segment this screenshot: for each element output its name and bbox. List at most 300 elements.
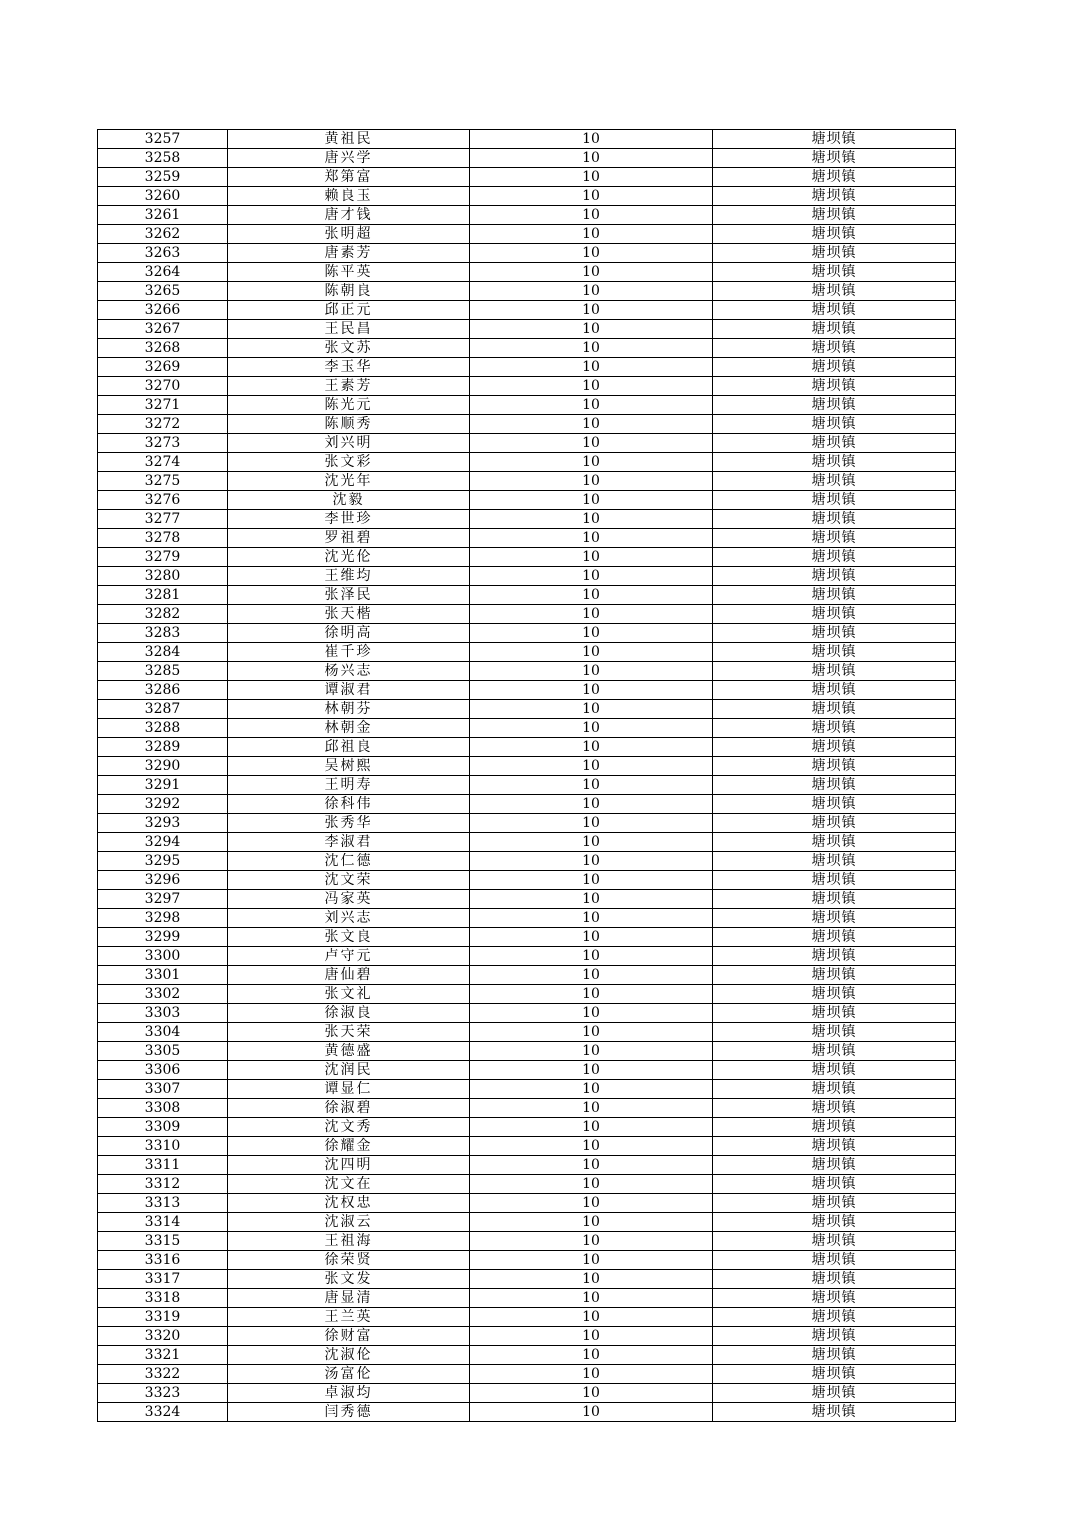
name-cell: 刘兴明 bbox=[228, 434, 470, 453]
name-cell: 汤富伦 bbox=[228, 1365, 470, 1384]
row-number-cell: 3308 bbox=[98, 1099, 228, 1118]
table-row bbox=[98, 130, 956, 149]
amount-cell: 10 bbox=[470, 1346, 713, 1365]
table-row bbox=[98, 776, 956, 795]
name-cell: 张明超 bbox=[228, 225, 470, 244]
name-cell: 沈光伦 bbox=[228, 548, 470, 567]
amount-cell: 10 bbox=[470, 1004, 713, 1023]
row-number-cell: 3303 bbox=[98, 1004, 228, 1023]
town-cell: 塘坝镇 bbox=[713, 1213, 956, 1232]
row-number-cell: 3312 bbox=[98, 1175, 228, 1194]
town-cell: 塘坝镇 bbox=[713, 1137, 956, 1156]
row-number-cell: 3271 bbox=[98, 396, 228, 415]
town-cell: 塘坝镇 bbox=[713, 890, 956, 909]
row-number-cell: 3300 bbox=[98, 947, 228, 966]
table-row bbox=[98, 1232, 956, 1251]
row-number-cell: 3270 bbox=[98, 377, 228, 396]
row-number-cell: 3263 bbox=[98, 244, 228, 263]
town-cell: 塘坝镇 bbox=[713, 985, 956, 1004]
row-number-cell: 3295 bbox=[98, 852, 228, 871]
row-number-cell: 3311 bbox=[98, 1156, 228, 1175]
name-cell: 郑第富 bbox=[228, 168, 470, 187]
row-number-cell: 3302 bbox=[98, 985, 228, 1004]
row-number-cell: 3265 bbox=[98, 282, 228, 301]
name-cell: 沈四明 bbox=[228, 1156, 470, 1175]
name-cell: 徐科伟 bbox=[228, 795, 470, 814]
table-row bbox=[98, 852, 956, 871]
name-cell: 黄德盛 bbox=[228, 1042, 470, 1061]
town-cell: 塘坝镇 bbox=[713, 491, 956, 510]
town-cell: 塘坝镇 bbox=[713, 1251, 956, 1270]
amount-cell: 10 bbox=[470, 282, 713, 301]
name-cell: 林朝金 bbox=[228, 719, 470, 738]
table-row bbox=[98, 966, 956, 985]
town-cell: 塘坝镇 bbox=[713, 320, 956, 339]
town-cell: 塘坝镇 bbox=[713, 1289, 956, 1308]
table-row bbox=[98, 1213, 956, 1232]
town-cell: 塘坝镇 bbox=[713, 567, 956, 586]
table-row bbox=[98, 624, 956, 643]
name-cell: 徐荣贤 bbox=[228, 1251, 470, 1270]
row-number-cell: 3294 bbox=[98, 833, 228, 852]
data-table bbox=[97, 129, 956, 1422]
town-cell: 塘坝镇 bbox=[713, 415, 956, 434]
amount-cell: 10 bbox=[470, 415, 713, 434]
amount-cell: 10 bbox=[470, 1251, 713, 1270]
table-row bbox=[98, 814, 956, 833]
town-cell: 塘坝镇 bbox=[713, 1042, 956, 1061]
town-cell: 塘坝镇 bbox=[713, 757, 956, 776]
town-cell: 塘坝镇 bbox=[713, 681, 956, 700]
row-number-cell: 3316 bbox=[98, 1251, 228, 1270]
row-number-cell: 3282 bbox=[98, 605, 228, 624]
town-cell: 塘坝镇 bbox=[713, 396, 956, 415]
name-cell: 李淑君 bbox=[228, 833, 470, 852]
table-row bbox=[98, 206, 956, 225]
amount-cell: 10 bbox=[470, 700, 713, 719]
table-row bbox=[98, 1346, 956, 1365]
table-row bbox=[98, 1156, 956, 1175]
town-cell: 塘坝镇 bbox=[713, 548, 956, 567]
table-row bbox=[98, 1118, 956, 1137]
name-cell: 沈淑伦 bbox=[228, 1346, 470, 1365]
amount-cell: 10 bbox=[470, 624, 713, 643]
table-row bbox=[98, 719, 956, 738]
table-row bbox=[98, 1080, 956, 1099]
amount-cell: 10 bbox=[470, 225, 713, 244]
amount-cell: 10 bbox=[470, 1156, 713, 1175]
name-cell: 张文彩 bbox=[228, 453, 470, 472]
town-cell: 塘坝镇 bbox=[713, 1004, 956, 1023]
name-cell: 张天荣 bbox=[228, 1023, 470, 1042]
table-row bbox=[98, 453, 956, 472]
table-row bbox=[98, 225, 956, 244]
name-cell: 李世珍 bbox=[228, 510, 470, 529]
amount-cell: 10 bbox=[470, 377, 713, 396]
name-cell: 徐耀金 bbox=[228, 1137, 470, 1156]
amount-cell: 10 bbox=[470, 1403, 713, 1422]
name-cell: 邱祖良 bbox=[228, 738, 470, 757]
row-number-cell: 3315 bbox=[98, 1232, 228, 1251]
row-number-cell: 3291 bbox=[98, 776, 228, 795]
town-cell: 塘坝镇 bbox=[713, 814, 956, 833]
table-row bbox=[98, 1308, 956, 1327]
name-cell: 沈权忠 bbox=[228, 1194, 470, 1213]
town-cell: 塘坝镇 bbox=[713, 1384, 956, 1403]
town-cell: 塘坝镇 bbox=[713, 833, 956, 852]
table-row bbox=[98, 1365, 956, 1384]
row-number-cell: 3283 bbox=[98, 624, 228, 643]
row-number-cell: 3280 bbox=[98, 567, 228, 586]
amount-cell: 10 bbox=[470, 1042, 713, 1061]
name-cell: 唐素芳 bbox=[228, 244, 470, 263]
row-number-cell: 3266 bbox=[98, 301, 228, 320]
town-cell: 塘坝镇 bbox=[713, 928, 956, 947]
town-cell: 塘坝镇 bbox=[713, 1061, 956, 1080]
row-number-cell: 3272 bbox=[98, 415, 228, 434]
row-number-cell: 3292 bbox=[98, 795, 228, 814]
amount-cell: 10 bbox=[470, 776, 713, 795]
amount-cell: 10 bbox=[470, 757, 713, 776]
row-number-cell: 3313 bbox=[98, 1194, 228, 1213]
name-cell: 刘兴志 bbox=[228, 909, 470, 928]
town-cell: 塘坝镇 bbox=[713, 1023, 956, 1042]
town-cell: 塘坝镇 bbox=[713, 263, 956, 282]
table-row bbox=[98, 491, 956, 510]
table-row bbox=[98, 1251, 956, 1270]
row-number-cell: 3299 bbox=[98, 928, 228, 947]
amount-cell: 10 bbox=[470, 909, 713, 928]
row-number-cell: 3290 bbox=[98, 757, 228, 776]
town-cell: 塘坝镇 bbox=[713, 738, 956, 757]
name-cell: 沈文在 bbox=[228, 1175, 470, 1194]
table-row bbox=[98, 605, 956, 624]
town-cell: 塘坝镇 bbox=[713, 1080, 956, 1099]
name-cell: 徐财富 bbox=[228, 1327, 470, 1346]
amount-cell: 10 bbox=[470, 339, 713, 358]
table-row bbox=[98, 928, 956, 947]
table-row bbox=[98, 415, 956, 434]
name-cell: 张文苏 bbox=[228, 339, 470, 358]
name-cell: 张文良 bbox=[228, 928, 470, 947]
table-row bbox=[98, 301, 956, 320]
name-cell: 王兰英 bbox=[228, 1308, 470, 1327]
town-cell: 塘坝镇 bbox=[713, 1327, 956, 1346]
town-cell: 塘坝镇 bbox=[713, 1365, 956, 1384]
town-cell: 塘坝镇 bbox=[713, 472, 956, 491]
table-row bbox=[98, 282, 956, 301]
row-number-cell: 3321 bbox=[98, 1346, 228, 1365]
town-cell: 塘坝镇 bbox=[713, 947, 956, 966]
town-cell: 塘坝镇 bbox=[713, 871, 956, 890]
town-cell: 塘坝镇 bbox=[713, 586, 956, 605]
row-number-cell: 3286 bbox=[98, 681, 228, 700]
amount-cell: 10 bbox=[470, 529, 713, 548]
row-number-cell: 3317 bbox=[98, 1270, 228, 1289]
table-row bbox=[98, 396, 956, 415]
amount-cell: 10 bbox=[470, 814, 713, 833]
table-row bbox=[98, 1175, 956, 1194]
row-number-cell: 3276 bbox=[98, 491, 228, 510]
row-number-cell: 3293 bbox=[98, 814, 228, 833]
amount-cell: 10 bbox=[470, 396, 713, 415]
town-cell: 塘坝镇 bbox=[713, 282, 956, 301]
town-cell: 塘坝镇 bbox=[713, 1346, 956, 1365]
row-number-cell: 3260 bbox=[98, 187, 228, 206]
name-cell: 杨兴志 bbox=[228, 662, 470, 681]
name-cell: 王祖海 bbox=[228, 1232, 470, 1251]
table-row bbox=[98, 909, 956, 928]
table-row bbox=[98, 472, 956, 491]
town-cell: 塘坝镇 bbox=[713, 168, 956, 187]
amount-cell: 10 bbox=[470, 1080, 713, 1099]
town-cell: 塘坝镇 bbox=[713, 339, 956, 358]
amount-cell: 10 bbox=[470, 320, 713, 339]
amount-cell: 10 bbox=[470, 1327, 713, 1346]
name-cell: 沈光年 bbox=[228, 472, 470, 491]
name-cell: 唐仙碧 bbox=[228, 966, 470, 985]
table-row bbox=[98, 1004, 956, 1023]
amount-cell: 10 bbox=[470, 358, 713, 377]
name-cell: 沈文荣 bbox=[228, 871, 470, 890]
town-cell: 塘坝镇 bbox=[713, 909, 956, 928]
table-row bbox=[98, 947, 956, 966]
row-number-cell: 3298 bbox=[98, 909, 228, 928]
name-cell: 唐兴学 bbox=[228, 149, 470, 168]
row-number-cell: 3310 bbox=[98, 1137, 228, 1156]
row-number-cell: 3268 bbox=[98, 339, 228, 358]
amount-cell: 10 bbox=[470, 985, 713, 1004]
town-cell: 塘坝镇 bbox=[713, 795, 956, 814]
row-number-cell: 3320 bbox=[98, 1327, 228, 1346]
name-cell: 罗祖碧 bbox=[228, 529, 470, 548]
amount-cell: 10 bbox=[470, 719, 713, 738]
table-row bbox=[98, 567, 956, 586]
town-cell: 塘坝镇 bbox=[713, 529, 956, 548]
name-cell: 陈朝良 bbox=[228, 282, 470, 301]
row-number-cell: 3269 bbox=[98, 358, 228, 377]
amount-cell: 10 bbox=[470, 301, 713, 320]
name-cell: 卓淑均 bbox=[228, 1384, 470, 1403]
name-cell: 沈润民 bbox=[228, 1061, 470, 1080]
amount-cell: 10 bbox=[470, 567, 713, 586]
name-cell: 徐淑碧 bbox=[228, 1099, 470, 1118]
town-cell: 塘坝镇 bbox=[713, 225, 956, 244]
table-row bbox=[98, 1403, 956, 1422]
table-row bbox=[98, 358, 956, 377]
town-cell: 塘坝镇 bbox=[713, 700, 956, 719]
town-cell: 塘坝镇 bbox=[713, 187, 956, 206]
amount-cell: 10 bbox=[470, 472, 713, 491]
table-row bbox=[98, 244, 956, 263]
table-row bbox=[98, 1327, 956, 1346]
table-row bbox=[98, 1270, 956, 1289]
name-cell: 黄祖民 bbox=[228, 130, 470, 149]
table-row bbox=[98, 985, 956, 1004]
name-cell: 沈淑云 bbox=[228, 1213, 470, 1232]
name-cell: 沈毅 bbox=[228, 491, 470, 510]
name-cell: 徐明高 bbox=[228, 624, 470, 643]
amount-cell: 10 bbox=[470, 130, 713, 149]
amount-cell: 10 bbox=[470, 966, 713, 985]
amount-cell: 10 bbox=[470, 1194, 713, 1213]
amount-cell: 10 bbox=[470, 1099, 713, 1118]
amount-cell: 10 bbox=[470, 795, 713, 814]
row-number-cell: 3264 bbox=[98, 263, 228, 282]
town-cell: 塘坝镇 bbox=[713, 1099, 956, 1118]
town-cell: 塘坝镇 bbox=[713, 1156, 956, 1175]
table-row bbox=[98, 529, 956, 548]
amount-cell: 10 bbox=[470, 1061, 713, 1080]
town-cell: 塘坝镇 bbox=[713, 130, 956, 149]
town-cell: 塘坝镇 bbox=[713, 510, 956, 529]
table-row bbox=[98, 1194, 956, 1213]
row-number-cell: 3257 bbox=[98, 130, 228, 149]
table-row bbox=[98, 149, 956, 168]
name-cell: 陈平英 bbox=[228, 263, 470, 282]
amount-cell: 10 bbox=[470, 187, 713, 206]
table-row bbox=[98, 833, 956, 852]
town-cell: 塘坝镇 bbox=[713, 244, 956, 263]
town-cell: 塘坝镇 bbox=[713, 1270, 956, 1289]
amount-cell: 10 bbox=[470, 1308, 713, 1327]
row-number-cell: 3261 bbox=[98, 206, 228, 225]
name-cell: 李玉华 bbox=[228, 358, 470, 377]
table-row bbox=[98, 510, 956, 529]
amount-cell: 10 bbox=[470, 1175, 713, 1194]
name-cell: 沈文秀 bbox=[228, 1118, 470, 1137]
table-row bbox=[98, 548, 956, 567]
row-number-cell: 3285 bbox=[98, 662, 228, 681]
town-cell: 塘坝镇 bbox=[713, 719, 956, 738]
table-row bbox=[98, 1099, 956, 1118]
table-row bbox=[98, 1289, 956, 1308]
amount-cell: 10 bbox=[470, 643, 713, 662]
amount-cell: 10 bbox=[470, 1118, 713, 1137]
row-number-cell: 3304 bbox=[98, 1023, 228, 1042]
amount-cell: 10 bbox=[470, 852, 713, 871]
row-number-cell: 3319 bbox=[98, 1308, 228, 1327]
table-row bbox=[98, 1042, 956, 1061]
row-number-cell: 3296 bbox=[98, 871, 228, 890]
name-cell: 谭淑君 bbox=[228, 681, 470, 700]
amount-cell: 10 bbox=[470, 168, 713, 187]
amount-cell: 10 bbox=[470, 263, 713, 282]
row-number-cell: 3275 bbox=[98, 472, 228, 491]
name-cell: 唐才钱 bbox=[228, 206, 470, 225]
amount-cell: 10 bbox=[470, 149, 713, 168]
amount-cell: 10 bbox=[470, 491, 713, 510]
table-row bbox=[98, 187, 956, 206]
row-number-cell: 3262 bbox=[98, 225, 228, 244]
town-cell: 塘坝镇 bbox=[713, 358, 956, 377]
row-number-cell: 3281 bbox=[98, 586, 228, 605]
name-cell: 唐显清 bbox=[228, 1289, 470, 1308]
name-cell: 张文礼 bbox=[228, 985, 470, 1004]
name-cell: 邱正元 bbox=[228, 301, 470, 320]
name-cell: 张泽民 bbox=[228, 586, 470, 605]
town-cell: 塘坝镇 bbox=[713, 776, 956, 795]
row-number-cell: 3259 bbox=[98, 168, 228, 187]
amount-cell: 10 bbox=[470, 244, 713, 263]
amount-cell: 10 bbox=[470, 662, 713, 681]
town-cell: 塘坝镇 bbox=[713, 1308, 956, 1327]
name-cell: 张天楷 bbox=[228, 605, 470, 624]
name-cell: 王素芳 bbox=[228, 377, 470, 396]
name-cell: 赖良玉 bbox=[228, 187, 470, 206]
row-number-cell: 3289 bbox=[98, 738, 228, 757]
table-row bbox=[98, 890, 956, 909]
table-row bbox=[98, 757, 956, 776]
town-cell: 塘坝镇 bbox=[713, 1403, 956, 1422]
town-cell: 塘坝镇 bbox=[713, 1175, 956, 1194]
town-cell: 塘坝镇 bbox=[713, 662, 956, 681]
table-row bbox=[98, 795, 956, 814]
town-cell: 塘坝镇 bbox=[713, 1232, 956, 1251]
table-row bbox=[98, 377, 956, 396]
town-cell: 塘坝镇 bbox=[713, 301, 956, 320]
name-cell: 张秀华 bbox=[228, 814, 470, 833]
table-body bbox=[98, 130, 956, 1422]
row-number-cell: 3279 bbox=[98, 548, 228, 567]
name-cell: 谭显仁 bbox=[228, 1080, 470, 1099]
row-number-cell: 3267 bbox=[98, 320, 228, 339]
amount-cell: 10 bbox=[470, 1137, 713, 1156]
name-cell: 张文发 bbox=[228, 1270, 470, 1289]
amount-cell: 10 bbox=[470, 548, 713, 567]
table-row bbox=[98, 168, 956, 187]
amount-cell: 10 bbox=[470, 510, 713, 529]
name-cell: 王明寿 bbox=[228, 776, 470, 795]
row-number-cell: 3324 bbox=[98, 1403, 228, 1422]
row-number-cell: 3309 bbox=[98, 1118, 228, 1137]
town-cell: 塘坝镇 bbox=[713, 434, 956, 453]
amount-cell: 10 bbox=[470, 1289, 713, 1308]
amount-cell: 10 bbox=[470, 605, 713, 624]
table-row bbox=[98, 586, 956, 605]
row-number-cell: 3258 bbox=[98, 149, 228, 168]
amount-cell: 10 bbox=[470, 871, 713, 890]
town-cell: 塘坝镇 bbox=[713, 377, 956, 396]
row-number-cell: 3318 bbox=[98, 1289, 228, 1308]
name-cell: 王民昌 bbox=[228, 320, 470, 339]
name-cell: 王维均 bbox=[228, 567, 470, 586]
row-number-cell: 3301 bbox=[98, 966, 228, 985]
table-row bbox=[98, 871, 956, 890]
row-number-cell: 3323 bbox=[98, 1384, 228, 1403]
table-row bbox=[98, 339, 956, 358]
row-number-cell: 3278 bbox=[98, 529, 228, 548]
table-row bbox=[98, 662, 956, 681]
row-number-cell: 3306 bbox=[98, 1061, 228, 1080]
amount-cell: 10 bbox=[470, 1365, 713, 1384]
row-number-cell: 3322 bbox=[98, 1365, 228, 1384]
amount-cell: 10 bbox=[470, 1232, 713, 1251]
row-number-cell: 3273 bbox=[98, 434, 228, 453]
name-cell: 沈仁德 bbox=[228, 852, 470, 871]
row-number-cell: 3274 bbox=[98, 453, 228, 472]
town-cell: 塘坝镇 bbox=[713, 643, 956, 662]
table-row bbox=[98, 738, 956, 757]
amount-cell: 10 bbox=[470, 206, 713, 225]
amount-cell: 10 bbox=[470, 1023, 713, 1042]
amount-cell: 10 bbox=[470, 833, 713, 852]
table-row bbox=[98, 1061, 956, 1080]
row-number-cell: 3297 bbox=[98, 890, 228, 909]
amount-cell: 10 bbox=[470, 1213, 713, 1232]
table-row bbox=[98, 700, 956, 719]
amount-cell: 10 bbox=[470, 890, 713, 909]
